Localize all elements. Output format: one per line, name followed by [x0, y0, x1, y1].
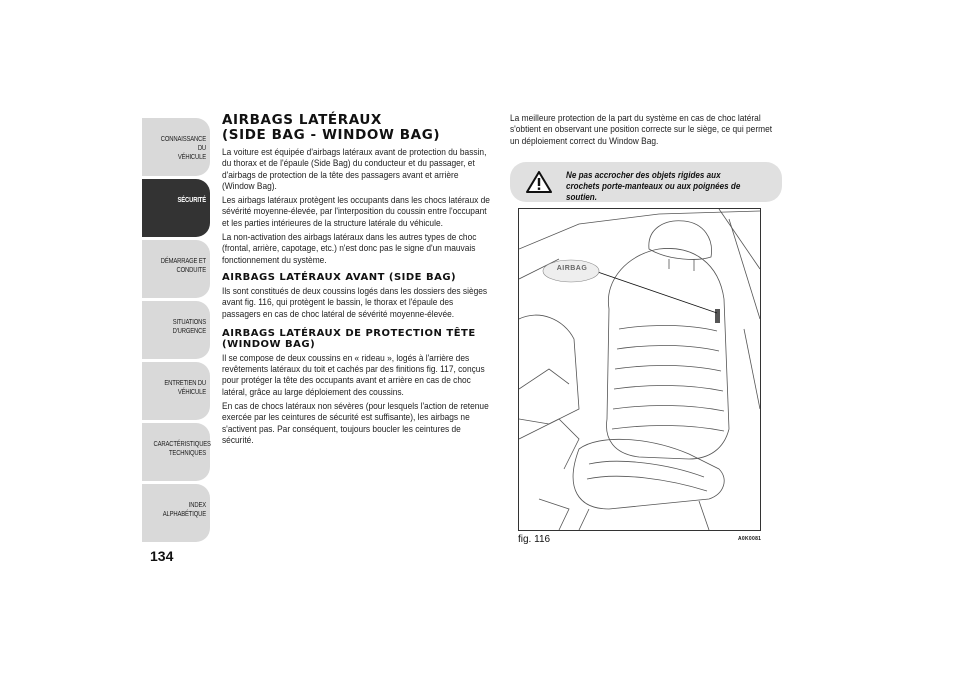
figure-caption: fig. 116	[518, 534, 551, 545]
tab-caracteristiques-techniques[interactable]: CARACTÉRISTIQUES TECHNIQUES	[142, 423, 210, 481]
right-column	[510, 113, 785, 150]
side-bag-paragraph: Ils sont constitués de deux coussins logés dans les dossiers des sièges avant fig. 116, qui protègent le bassin, le thorax et l'épaule des passagers en cas de choc latéral de sévérité moyenne-élevée.	[222, 285, 488, 319]
page-number: 134	[150, 548, 174, 564]
window-bag-paragraph-2: En cas de chocs latéraux non sévères (pour lesquels l'action de retenue exercée par les ceintures de sécurité est suffisante), les airbags ne s'activent pas. Par conséquent, toujours boucler les ceintures de sécurité.	[222, 401, 489, 445]
warning-text: Ne pas accrocher des objets rigides aux crochets porte-manteaux ou aux poignées de soutien.	[566, 170, 741, 202]
tab-index-alphabetique[interactable]: INDEX ALPHABÉTIQUE	[142, 484, 210, 542]
airbag-label: AIRBAG	[556, 265, 588, 272]
section-heading-side-bag: AIRBAGS LATÉRAUX AVANT (SIDE BAG)	[222, 271, 457, 283]
title-line-1: AIRBAGS LATÉRAUX	[222, 112, 382, 128]
title-line-2: (SIDE BAG - WINDOW BAG)	[222, 127, 441, 143]
intro-paragraph-3: La non-activation des airbags latéraux dans les autres types de choc (frontal, arrière, capotage, etc.) n'est donc pas le signe d'un mauvais fonctionnement du système.	[222, 232, 477, 265]
tab-entretien-vehicule[interactable]: ENTRETIEN DU VÉHICULE	[142, 362, 210, 420]
tab-demarrage-conduite[interactable]: DÉMARRAGE ET CONDUITE	[142, 240, 210, 298]
window-bag-paragraph-1: Il se compose de deux coussins en « rideau », logés à l'arrière des revêtements latéraux du toit et cachés par des finitions fig. 117, conçus pour protéger la tête des occupants avant et arrière en cas de choc latéral, grâce au large déploiement des coussins.	[222, 352, 485, 397]
figure-seat-airbag	[518, 208, 761, 531]
section-heading-window-bag: AIRBAGS LATÉRAUX DE PROTECTION TÊTE (WINDOW BAG)	[222, 327, 476, 350]
page-title	[222, 113, 492, 143]
intro-paragraph-2: Les airbags latéraux protègent les occupants dans les chocs latéraux de sévérité moyenne-élevée, par l'interposition du coussin entre l'occupant et les parties intérieures de la structure latérale du véhicule.	[222, 195, 490, 228]
right-paragraph: La meilleure protection de la part du système en cas de choc latéral s'obtient en observant une position correcte sur le siège, ce qui permet un déploiement correct du Window Bag.	[510, 113, 773, 146]
warning-triangle-icon	[526, 171, 552, 193]
figure-code: A0K0081	[738, 536, 762, 542]
left-column	[222, 113, 492, 449]
seat-illustration	[519, 209, 760, 530]
intro-paragraph-1: La voiture est équipée d'airbags latéraux avant de protection du bassin, du thorax et de l'épaule (Side Bag) du conducteur et du passager, et d'airbags de protection de la tête des passagers avant et arrière (Window Bag).	[222, 147, 487, 191]
tab-securite[interactable]: SÉCURITÉ	[142, 179, 210, 237]
tab-connaissance-vehicule[interactable]: CONNAISSANCE DU VÉHICULE	[142, 118, 210, 176]
warning-box	[510, 162, 782, 202]
tab-situations-urgence[interactable]: SITUATIONS D'URGENCE	[142, 301, 210, 359]
